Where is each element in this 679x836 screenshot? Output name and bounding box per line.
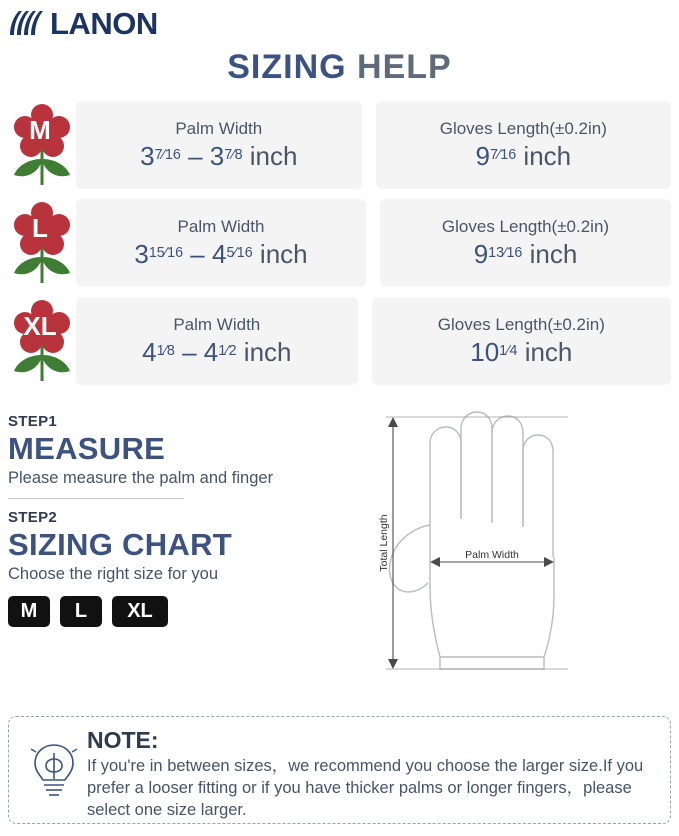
- glove-length-cell: [380, 199, 671, 287]
- size-chip-xl[interactable]: XL: [112, 596, 168, 627]
- glove-length-cell: [372, 297, 671, 385]
- palm-min-whole: 4: [142, 336, 157, 367]
- glove-length-cell: [376, 101, 671, 189]
- palm-width-value: 41⁄8 – 41⁄2 inch: [142, 336, 292, 367]
- palm-width-label: Palm Width: [177, 216, 265, 236]
- glove-length-label: Gloves Length(±0.2in): [439, 118, 607, 138]
- page-title-part1: SIZING: [227, 48, 347, 86]
- length-den: 4: [509, 342, 518, 359]
- note-title: NOTE:: [87, 727, 159, 753]
- palm-max-den: 2: [228, 342, 237, 359]
- table-row: [8, 101, 671, 189]
- size-badge-l: [8, 199, 76, 287]
- table-row: [8, 199, 671, 287]
- length-num: 7: [489, 146, 498, 163]
- step-1-sub: Please measure the palm and finger: [8, 469, 274, 487]
- glove-length-value: 913⁄16 inch: [473, 238, 578, 269]
- palm-min-whole: 3: [140, 140, 155, 171]
- length-num: 13: [488, 244, 505, 261]
- step-2-kicker: STEP2: [8, 509, 58, 526]
- length-den: 16: [506, 244, 523, 261]
- glove-length-value: 97⁄16 inch: [475, 140, 572, 171]
- note-box: [8, 716, 671, 824]
- palm-min-num: 15: [148, 244, 165, 261]
- glove-length-value: 101⁄4 inch: [470, 336, 573, 367]
- length-whole: 9: [475, 140, 490, 171]
- length-num: 1: [499, 342, 508, 359]
- palm-unit: inch: [259, 238, 308, 269]
- size-chip-l[interactable]: L: [60, 596, 102, 627]
- palm-width-value: 315⁄16 – 45⁄16 inch: [134, 238, 308, 269]
- length-whole: 9: [473, 238, 489, 269]
- step-1: [8, 413, 368, 488]
- open-hand-outline-icon: [368, 407, 658, 682]
- steps-list: [8, 407, 368, 670]
- palm-max-den: 8: [234, 146, 243, 163]
- lightbulb-icon: [21, 727, 87, 813]
- step-2: [8, 509, 368, 584]
- palm-min-num: 7: [154, 146, 163, 163]
- steps-and-diagram: [0, 395, 679, 670]
- palm-unit: inch: [249, 140, 298, 171]
- palm-unit: inch: [243, 336, 292, 367]
- length-unit: inch: [529, 238, 578, 269]
- note-content: [87, 727, 658, 819]
- size-chip-m[interactable]: M: [8, 596, 50, 627]
- step-1-heading: MEASURE: [8, 431, 166, 466]
- palm-width-cell: [76, 297, 358, 385]
- palm-max-whole: 4: [203, 336, 219, 367]
- size-badge-label: M: [29, 115, 51, 145]
- size-badge-label: L: [32, 213, 48, 243]
- note-text: If you're in between sizes，we recommend you choose the larger size.If you prefer a looser fitting or if you have thicker palms or longer fingers，please select one size larger.: [87, 757, 644, 819]
- palm-width-label: Palm Width: [175, 118, 263, 138]
- palm-width-cell: [76, 199, 366, 287]
- length-den: 16: [500, 146, 517, 163]
- measurement-diagram: [368, 407, 671, 670]
- total-length-label: Total Length: [378, 514, 390, 572]
- divider: [8, 498, 184, 499]
- brand-name: LANON: [50, 6, 158, 41]
- step-2-heading: SIZING CHART: [8, 527, 233, 562]
- size-table: [0, 101, 679, 385]
- lanon-wave-logo-icon: [6, 9, 46, 39]
- palm-max-whole: 3: [209, 140, 225, 171]
- palm-min-whole: 3: [134, 238, 149, 269]
- palm-max-den: 16: [236, 244, 253, 261]
- length-unit: inch: [524, 336, 573, 367]
- step-1-kicker: STEP1: [8, 413, 58, 430]
- step-2-sub: Choose the right size for you: [8, 565, 219, 583]
- brand-header: [0, 0, 679, 40]
- palm-max-num: 1: [218, 342, 227, 359]
- length-whole: 10: [470, 336, 500, 367]
- size-badge-label: XL: [23, 311, 57, 341]
- glove-length-label: Gloves Length(±0.2in): [441, 216, 610, 236]
- size-chip-group: [8, 596, 368, 627]
- size-badge-m: [8, 101, 76, 189]
- page-title-part2: HELP: [357, 48, 452, 86]
- table-row: [8, 297, 671, 385]
- palm-min-den: 8: [166, 342, 175, 359]
- palm-width-label: Palm Width: [173, 314, 261, 334]
- palm-max-whole: 4: [211, 238, 227, 269]
- glove-length-label: Gloves Length(±0.2in): [437, 314, 605, 334]
- size-badge-xl: [8, 297, 76, 385]
- palm-max-num: 7: [224, 146, 233, 163]
- palm-min-den: 16: [164, 146, 181, 163]
- palm-max-num: 5: [226, 244, 235, 261]
- palm-min-den: 16: [167, 244, 184, 261]
- palm-width-cell: [76, 101, 362, 189]
- palm-min-num: 1: [156, 342, 165, 359]
- page-title: [0, 48, 679, 87]
- palm-width-label: Palm Width: [465, 549, 519, 561]
- palm-width-value: 37⁄16 – 37⁄8 inch: [140, 140, 298, 171]
- length-unit: inch: [523, 140, 572, 171]
